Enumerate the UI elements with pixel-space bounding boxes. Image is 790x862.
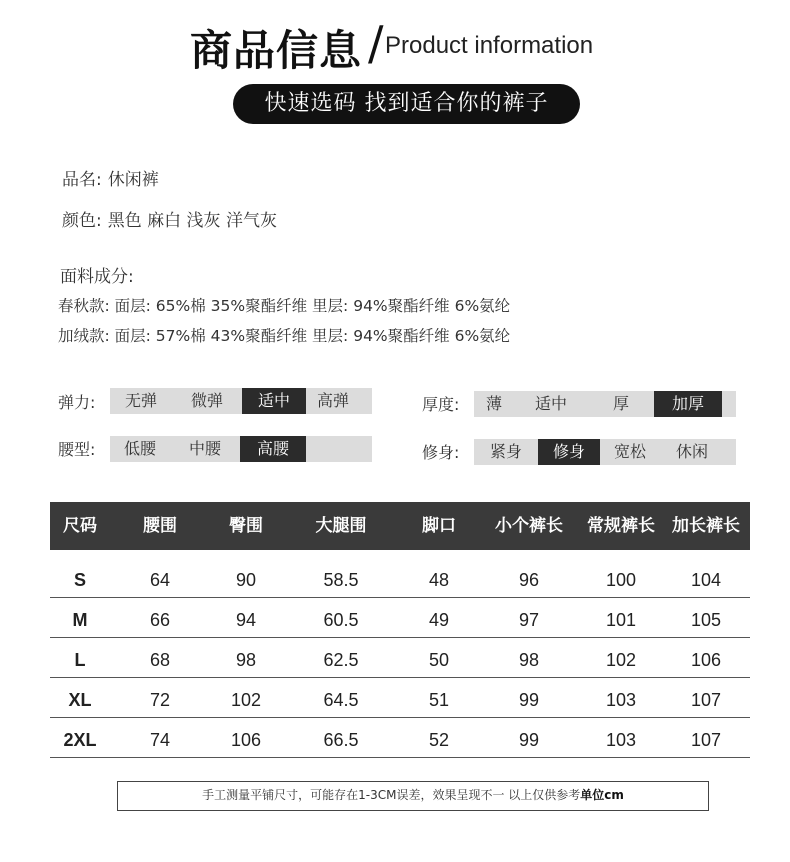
table-row	[50, 638, 750, 678]
table-row	[50, 598, 750, 638]
fit-option: 紧身	[489, 442, 522, 461]
header-cell-long-length: 加长裤长	[672, 516, 740, 536]
title-slash: /	[368, 16, 384, 70]
cell-thigh: 62.5	[323, 650, 359, 670]
waist-scale	[110, 436, 372, 462]
cell-thigh: 58.5	[323, 570, 359, 590]
cell-petite-length: 98	[518, 650, 540, 670]
cell-waist: 64	[149, 570, 171, 590]
header-cell-petite-length: 小个裤长	[495, 516, 563, 536]
thickness-option-selected: 加厚	[654, 391, 722, 417]
table-row	[50, 718, 750, 758]
cell-size: M	[72, 610, 88, 630]
cell-waist: 66	[149, 610, 171, 630]
elasticity-option: 无弹	[124, 391, 157, 410]
fit-scale	[474, 439, 736, 465]
fit-label: 修身:	[422, 443, 460, 462]
cell-hip: 106	[230, 730, 262, 750]
cell-regular-length: 100	[605, 570, 637, 590]
cell-regular-length: 102	[605, 650, 637, 670]
elasticity-option: 高弹	[316, 391, 349, 410]
note-unit: 单位cm	[580, 788, 624, 802]
cell-regular-length: 103	[605, 730, 637, 750]
table-row	[50, 558, 750, 598]
header-cell-waist: 腰围	[143, 516, 177, 536]
page-title-en: Product information	[385, 32, 594, 59]
elasticity-scale	[110, 388, 372, 414]
product-color-line	[62, 206, 277, 231]
cell-regular-length: 101	[605, 610, 637, 630]
fabric-line-fleece: 加绒款: 面层: 57%棉 43%聚酯纤维 里层: 94%聚酯纤维 6%氨纶	[58, 327, 511, 345]
header-cell-hip: 臀围	[229, 516, 263, 536]
cell-size: XL	[68, 690, 92, 710]
cell-thigh: 60.5	[323, 610, 359, 630]
cell-long-length: 104	[690, 570, 722, 590]
cell-thigh: 66.5	[323, 730, 359, 750]
size-table-header	[50, 502, 750, 550]
cell-hip: 94	[235, 610, 257, 630]
measurement-note	[117, 781, 709, 811]
cell-petite-length: 96	[518, 570, 540, 590]
size-table	[50, 502, 750, 758]
fabric-title: 面料成分:	[60, 267, 134, 287]
cell-waist: 74	[149, 730, 171, 750]
cell-petite-length: 97	[518, 610, 540, 630]
cell-size: S	[73, 570, 86, 590]
page-title-cn: 商品信息	[190, 26, 363, 75]
cell-leg-opening: 48	[428, 570, 450, 590]
product-color-value: 黑色 麻白 浅灰 洋气灰	[107, 211, 277, 231]
thickness-option: 厚	[612, 394, 629, 413]
cell-long-length: 107	[690, 730, 722, 750]
thickness-scale	[474, 391, 736, 417]
elasticity-label: 弹力:	[58, 393, 96, 412]
elasticity-option: 微弹	[190, 391, 223, 410]
cell-petite-length: 99	[518, 690, 540, 710]
note-text: 手工测量平铺尺寸，可能存在1-3CM误差，效果呈现不一 以上仅供参考	[202, 788, 581, 802]
subtitle-banner: 快速选码 找到适合你的裤子	[233, 84, 580, 124]
header-cell-size: 尺码	[63, 516, 97, 536]
cell-hip: 98	[235, 650, 257, 670]
elasticity-option-selected: 适中	[242, 388, 306, 414]
fit-option: 宽松	[613, 442, 646, 461]
cell-petite-length: 99	[518, 730, 540, 750]
page-header	[0, 14, 790, 74]
cell-hip: 102	[230, 690, 262, 710]
cell-waist: 68	[149, 650, 171, 670]
waist-option-selected: 高腰	[240, 436, 306, 462]
cell-size: 2XL	[63, 730, 97, 750]
fit-option-selected: 修身	[538, 439, 600, 465]
cell-thigh: 64.5	[323, 690, 359, 710]
cell-long-length: 106	[690, 650, 722, 670]
fit-option: 休闲	[675, 442, 708, 461]
waist-option: 低腰	[123, 439, 156, 458]
cell-regular-length: 103	[605, 690, 637, 710]
header-cell-regular-length: 常规裤长	[587, 516, 655, 536]
cell-leg-opening: 52	[428, 730, 450, 750]
header-cell-thigh: 大腿围	[315, 516, 367, 536]
cell-waist: 72	[149, 690, 171, 710]
thickness-option: 适中	[534, 394, 567, 413]
table-row	[50, 678, 750, 718]
cell-leg-opening: 49	[428, 610, 450, 630]
fabric-line-spring: 春秋款: 面层: 65%棉 35%聚酯纤维 里层: 94%聚酯纤维 6%氨纶	[58, 297, 511, 315]
cell-hip: 90	[235, 570, 257, 590]
product-color-label: 颜色:	[62, 211, 102, 231]
cell-long-length: 107	[690, 690, 722, 710]
thickness-label: 厚度:	[422, 395, 460, 414]
thickness-option: 薄	[485, 394, 502, 413]
cell-size: L	[74, 650, 86, 670]
cell-long-length: 105	[690, 610, 722, 630]
product-name-value: 休闲裤	[107, 170, 159, 190]
product-name-line	[62, 165, 159, 190]
header-cell-leg-opening: 脚口	[422, 516, 456, 536]
cell-leg-opening: 50	[428, 650, 450, 670]
cell-leg-opening: 51	[428, 690, 450, 710]
waist-label: 腰型:	[58, 440, 96, 459]
product-name-label: 品名:	[62, 170, 102, 190]
waist-option: 中腰	[188, 439, 221, 458]
